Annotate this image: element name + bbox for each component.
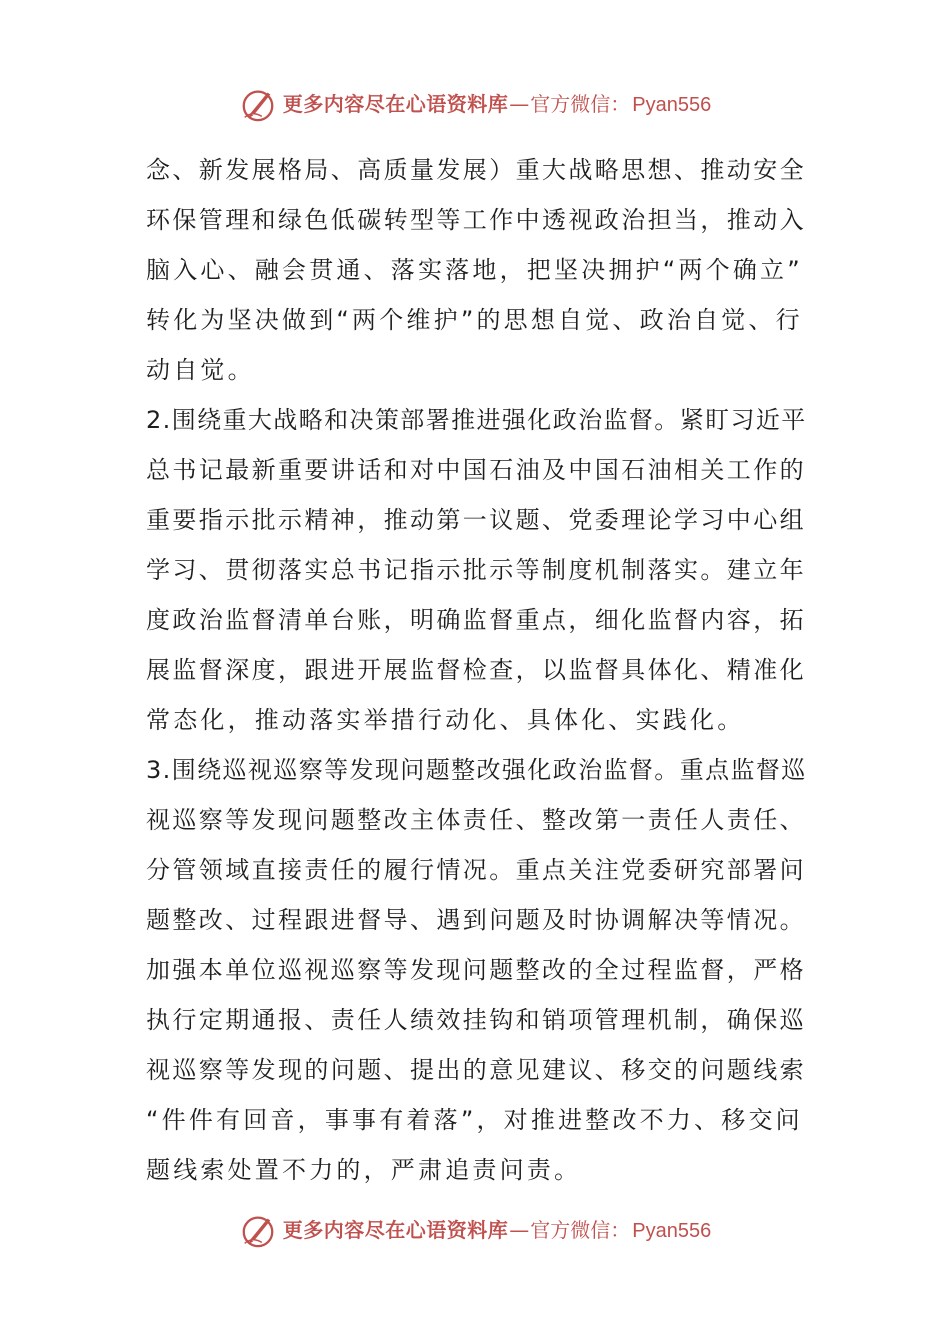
- body-line: 题线索处置不力的，严肃追责问责。: [146, 1156, 582, 1184]
- document-body: [146, 145, 806, 1195]
- banner-dash: —: [509, 91, 530, 116]
- banner-wechat-label: 官方微信：: [530, 1217, 631, 1242]
- body-line: 视巡察等发现的问题、提出的意见建议、移交的问题线索: [146, 1056, 806, 1084]
- footer-banner: [0, 1208, 950, 1252]
- banner-wechat-id: Pyan556: [632, 93, 712, 116]
- body-line: 度政治监督清单台账，明确监督重点，细化监督内容，拓: [146, 606, 806, 634]
- banner-wechat-id: Pyan556: [632, 1219, 712, 1242]
- section-2-heading-line: 2.围绕重大战略和决策部署推进强化政治监督。紧盯习近平: [146, 406, 807, 434]
- banner-text: [282, 1217, 712, 1242]
- banner-site-text: 更多内容尽在心语资料库: [282, 91, 509, 116]
- body-line: 念、新发展格局、高质量发展）重大战略思想、推动安全: [146, 156, 806, 184]
- banner-site-text: 更多内容尽在心语资料库: [282, 1217, 509, 1242]
- body-line: 动自觉。: [146, 356, 255, 384]
- body-line: 加强本单位巡视巡察等发现问题整改的全过程监督，严格: [146, 956, 806, 984]
- body-line: 展监督深度，跟进开展监督检查，以监督具体化、精准化: [146, 656, 806, 684]
- body-line: 视巡察等发现问题整改主体责任、整改第一责任人责任、: [146, 806, 806, 834]
- banner-dash: —: [509, 1217, 530, 1242]
- body-line: 总书记最新重要讲话和对中国石油及中国石油相关工作的: [146, 456, 806, 484]
- body-line: 环保管理和绿色低碳转型等工作中透视政治担当，推动入: [146, 206, 806, 234]
- header-banner: [0, 82, 950, 126]
- body-line: 学习、贯彻落实总书记指示批示等制度机制落实。建立年: [146, 556, 806, 584]
- quill-pen-logo-icon: [239, 85, 277, 123]
- body-line: 脑入心、融会贯通、落实落地，把坚决拥护“两个确立”: [146, 256, 803, 284]
- banner-text: [282, 91, 712, 116]
- section-3-heading-line: 3.围绕巡视巡察等发现问题整改强化政治监督。重点监督巡: [146, 756, 807, 784]
- body-line: 常态化，推动落实举措行动化、具体化、实践化。: [146, 706, 745, 734]
- body-line: 重要指示批示精神，推动第一议题、党委理论学习中心组: [146, 506, 806, 534]
- body-line: 分管领域直接责任的履行情况。重点关注党委研究部署问: [146, 856, 806, 884]
- quill-pen-logo-icon: [239, 1211, 277, 1249]
- body-line: 题整改、过程跟进督导、遇到问题及时协调解决等情况。: [146, 906, 806, 934]
- body-line: 执行定期通报、责任人绩效挂钩和销项管理机制，确保巡: [146, 1006, 806, 1034]
- body-line: “件件有回音，事事有着落”，对推进整改不力、移交问: [146, 1106, 803, 1134]
- body-line: 转化为坚决做到“两个维护”的思想自觉、政治自觉、行: [146, 306, 803, 334]
- banner-wechat-label: 官方微信：: [530, 91, 631, 116]
